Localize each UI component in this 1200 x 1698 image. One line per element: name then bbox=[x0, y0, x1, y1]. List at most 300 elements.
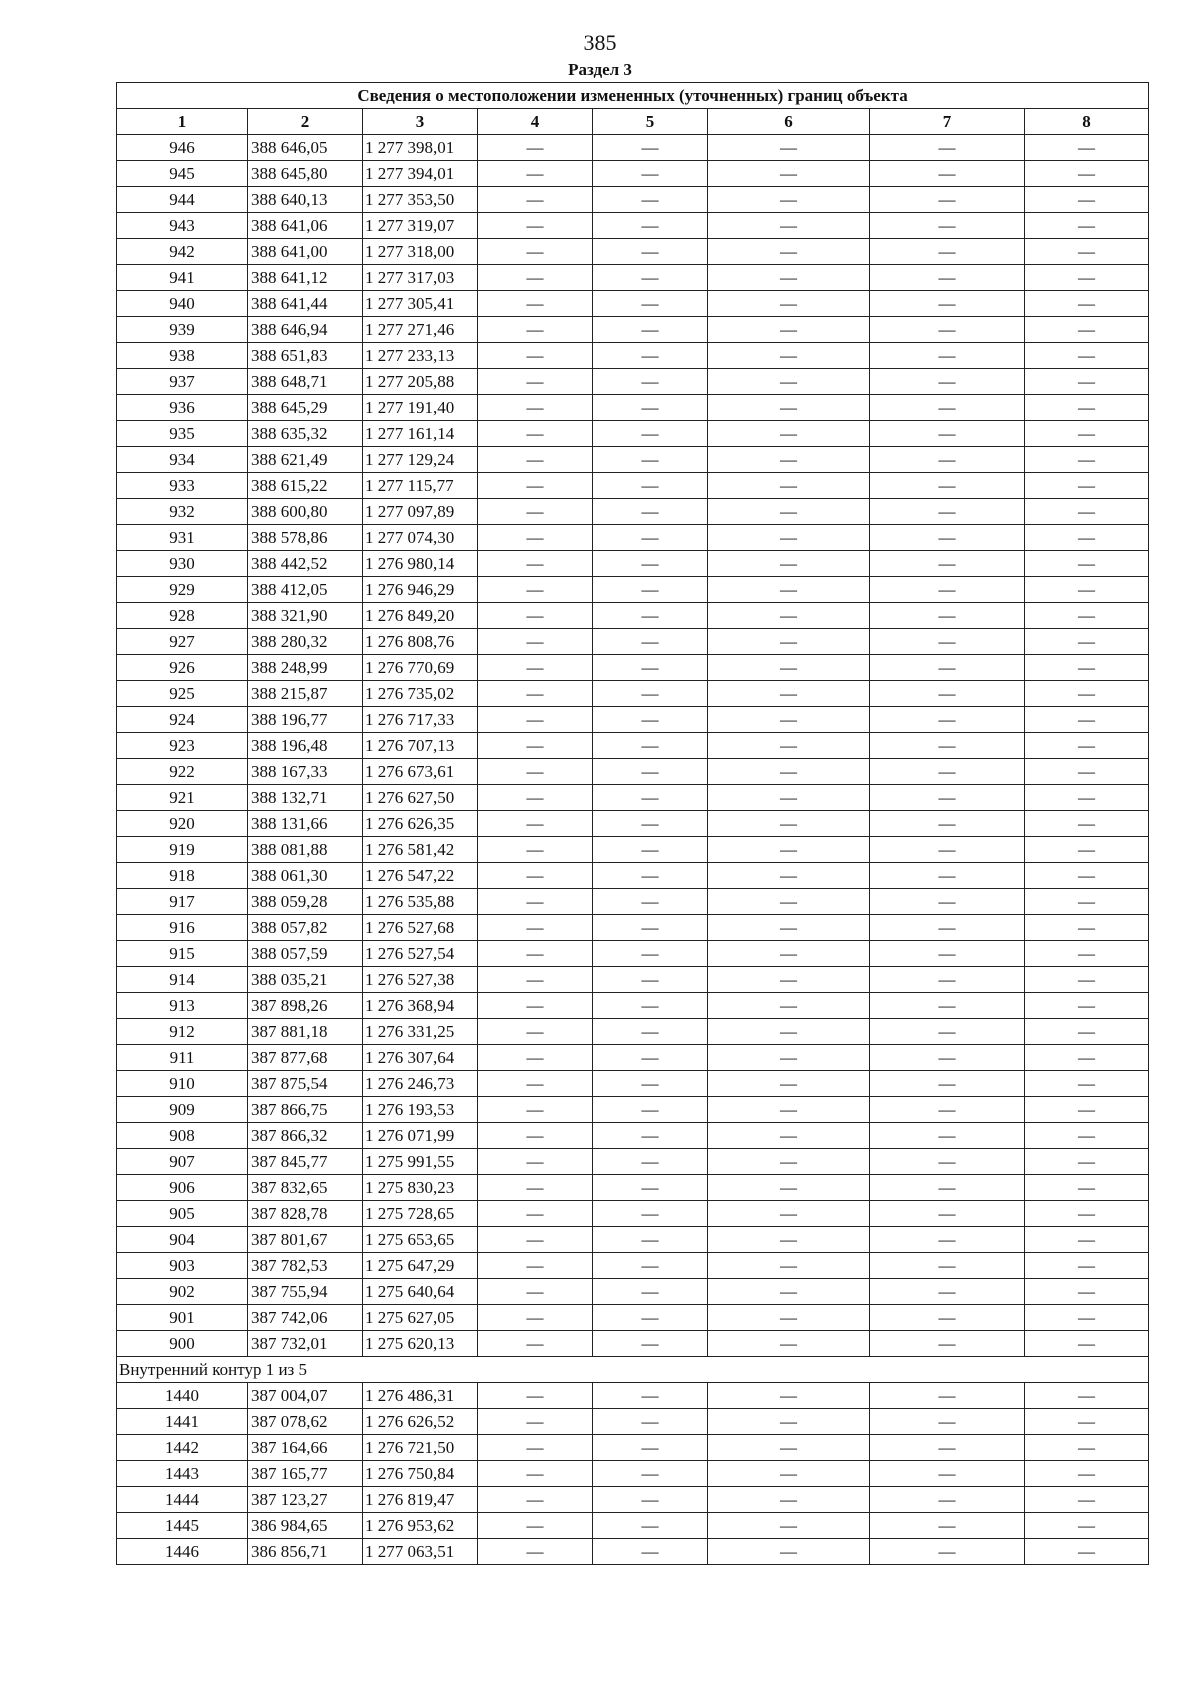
table-row bbox=[117, 1409, 1149, 1435]
y-coordinate-cell: 1 277 063,51 bbox=[363, 1539, 478, 1565]
empty-value-dash: — bbox=[870, 161, 1025, 187]
empty-value-dash: — bbox=[478, 889, 593, 915]
table-row bbox=[117, 915, 1149, 941]
empty-value-dash: — bbox=[708, 1123, 870, 1149]
table-row bbox=[117, 187, 1149, 213]
empty-value-dash: — bbox=[870, 915, 1025, 941]
point-number-cell: 921 bbox=[117, 785, 248, 811]
empty-value-dash: — bbox=[708, 889, 870, 915]
empty-value-dash: — bbox=[708, 1305, 870, 1331]
empty-value-dash: — bbox=[708, 1019, 870, 1045]
empty-value-dash: — bbox=[708, 551, 870, 577]
empty-value-dash: — bbox=[708, 447, 870, 473]
point-number-cell: 901 bbox=[117, 1305, 248, 1331]
y-coordinate-cell: 1 277 205,88 bbox=[363, 369, 478, 395]
x-coordinate-cell: 387 898,26 bbox=[248, 993, 363, 1019]
empty-value-dash: — bbox=[593, 447, 708, 473]
table-row bbox=[117, 941, 1149, 967]
point-number-cell: 942 bbox=[117, 239, 248, 265]
empty-value-dash: — bbox=[593, 1097, 708, 1123]
empty-value-dash: — bbox=[478, 629, 593, 655]
empty-value-dash: — bbox=[708, 265, 870, 291]
empty-value-dash: — bbox=[708, 161, 870, 187]
empty-value-dash: — bbox=[1025, 941, 1149, 967]
empty-value-dash: — bbox=[478, 499, 593, 525]
point-number-cell: 927 bbox=[117, 629, 248, 655]
point-number-cell: 923 bbox=[117, 733, 248, 759]
empty-value-dash: — bbox=[870, 239, 1025, 265]
empty-value-dash: — bbox=[478, 473, 593, 499]
empty-value-dash: — bbox=[1025, 317, 1149, 343]
table-row bbox=[117, 629, 1149, 655]
empty-value-dash: — bbox=[1025, 1019, 1149, 1045]
table-row bbox=[117, 1487, 1149, 1513]
empty-value-dash: — bbox=[1025, 291, 1149, 317]
empty-value-dash: — bbox=[708, 239, 870, 265]
empty-value-dash: — bbox=[478, 1227, 593, 1253]
table-row bbox=[117, 135, 1149, 161]
empty-value-dash: — bbox=[1025, 993, 1149, 1019]
empty-value-dash: — bbox=[593, 1227, 708, 1253]
empty-value-dash: — bbox=[708, 1045, 870, 1071]
table-row bbox=[117, 785, 1149, 811]
empty-value-dash: — bbox=[478, 421, 593, 447]
empty-value-dash: — bbox=[1025, 1383, 1149, 1409]
table-row bbox=[117, 1305, 1149, 1331]
y-coordinate-cell: 1 276 527,54 bbox=[363, 941, 478, 967]
empty-value-dash: — bbox=[593, 291, 708, 317]
table-row bbox=[117, 1435, 1149, 1461]
empty-value-dash: — bbox=[478, 1201, 593, 1227]
table-row bbox=[117, 811, 1149, 837]
empty-value-dash: — bbox=[593, 135, 708, 161]
empty-value-dash: — bbox=[870, 265, 1025, 291]
empty-value-dash: — bbox=[870, 1201, 1025, 1227]
y-coordinate-cell: 1 277 074,30 bbox=[363, 525, 478, 551]
empty-value-dash: — bbox=[593, 1201, 708, 1227]
empty-value-dash: — bbox=[708, 577, 870, 603]
y-coordinate-cell: 1 277 394,01 bbox=[363, 161, 478, 187]
empty-value-dash: — bbox=[870, 1253, 1025, 1279]
x-coordinate-cell: 388 061,30 bbox=[248, 863, 363, 889]
table-caption: Сведения о местоположении измененных (уточненных) границ объекта bbox=[117, 83, 1149, 109]
empty-value-dash: — bbox=[870, 655, 1025, 681]
empty-value-dash: — bbox=[478, 1539, 593, 1565]
empty-value-dash: — bbox=[478, 1305, 593, 1331]
x-coordinate-cell: 387 877,68 bbox=[248, 1045, 363, 1071]
empty-value-dash: — bbox=[1025, 1409, 1149, 1435]
empty-value-dash: — bbox=[708, 967, 870, 993]
empty-value-dash: — bbox=[1025, 629, 1149, 655]
x-coordinate-cell: 387 832,65 bbox=[248, 1175, 363, 1201]
x-coordinate-cell: 388 645,29 bbox=[248, 395, 363, 421]
x-coordinate-cell: 388 081,88 bbox=[248, 837, 363, 863]
empty-value-dash: — bbox=[1025, 811, 1149, 837]
empty-value-dash: — bbox=[708, 1149, 870, 1175]
column-header: 5 bbox=[593, 109, 708, 135]
empty-value-dash: — bbox=[708, 1435, 870, 1461]
point-number-cell: 900 bbox=[117, 1331, 248, 1357]
empty-value-dash: — bbox=[593, 213, 708, 239]
empty-value-dash: — bbox=[593, 1253, 708, 1279]
empty-value-dash: — bbox=[593, 1175, 708, 1201]
empty-value-dash: — bbox=[478, 577, 593, 603]
point-number-cell: 925 bbox=[117, 681, 248, 707]
point-number-cell: 908 bbox=[117, 1123, 248, 1149]
y-coordinate-cell: 1 277 319,07 bbox=[363, 213, 478, 239]
table-row bbox=[117, 1097, 1149, 1123]
y-coordinate-cell: 1 276 331,25 bbox=[363, 1019, 478, 1045]
empty-value-dash: — bbox=[593, 343, 708, 369]
empty-value-dash: — bbox=[708, 1461, 870, 1487]
point-number-cell: 926 bbox=[117, 655, 248, 681]
empty-value-dash: — bbox=[593, 785, 708, 811]
empty-value-dash: — bbox=[870, 343, 1025, 369]
empty-value-dash: — bbox=[1025, 447, 1149, 473]
point-number-cell: 930 bbox=[117, 551, 248, 577]
empty-value-dash: — bbox=[708, 213, 870, 239]
empty-value-dash: — bbox=[870, 785, 1025, 811]
table-row bbox=[117, 1539, 1149, 1565]
table-row bbox=[117, 1461, 1149, 1487]
empty-value-dash: — bbox=[1025, 551, 1149, 577]
point-number-cell: 935 bbox=[117, 421, 248, 447]
empty-value-dash: — bbox=[870, 421, 1025, 447]
empty-value-dash: — bbox=[478, 525, 593, 551]
empty-value-dash: — bbox=[708, 1513, 870, 1539]
y-coordinate-cell: 1 277 305,41 bbox=[363, 291, 478, 317]
empty-value-dash: — bbox=[593, 759, 708, 785]
x-coordinate-cell: 388 057,82 bbox=[248, 915, 363, 941]
empty-value-dash: — bbox=[708, 1227, 870, 1253]
empty-value-dash: — bbox=[1025, 421, 1149, 447]
table-row bbox=[117, 343, 1149, 369]
empty-value-dash: — bbox=[708, 837, 870, 863]
empty-value-dash: — bbox=[708, 863, 870, 889]
x-coordinate-cell: 387 845,77 bbox=[248, 1149, 363, 1175]
y-coordinate-cell: 1 276 071,99 bbox=[363, 1123, 478, 1149]
table-row bbox=[117, 681, 1149, 707]
empty-value-dash: — bbox=[870, 681, 1025, 707]
empty-value-dash: — bbox=[1025, 603, 1149, 629]
table-row bbox=[117, 1071, 1149, 1097]
y-coordinate-cell: 1 276 307,64 bbox=[363, 1045, 478, 1071]
x-coordinate-cell: 388 057,59 bbox=[248, 941, 363, 967]
empty-value-dash: — bbox=[593, 915, 708, 941]
x-coordinate-cell: 388 196,77 bbox=[248, 707, 363, 733]
contour-label: Внутренний контур 1 из 5 bbox=[117, 1357, 1149, 1383]
empty-value-dash: — bbox=[593, 837, 708, 863]
empty-value-dash: — bbox=[593, 265, 708, 291]
empty-value-dash: — bbox=[593, 1045, 708, 1071]
point-number-cell: 919 bbox=[117, 837, 248, 863]
table-row bbox=[117, 1123, 1149, 1149]
y-coordinate-cell: 1 277 317,03 bbox=[363, 265, 478, 291]
empty-value-dash: — bbox=[708, 993, 870, 1019]
x-coordinate-cell: 387 123,27 bbox=[248, 1487, 363, 1513]
empty-value-dash: — bbox=[478, 1071, 593, 1097]
y-coordinate-cell: 1 276 626,35 bbox=[363, 811, 478, 837]
empty-value-dash: — bbox=[870, 135, 1025, 161]
empty-value-dash: — bbox=[870, 291, 1025, 317]
table-row bbox=[117, 993, 1149, 1019]
x-coordinate-cell: 387 732,01 bbox=[248, 1331, 363, 1357]
empty-value-dash: — bbox=[708, 473, 870, 499]
empty-value-dash: — bbox=[478, 187, 593, 213]
empty-value-dash: — bbox=[870, 317, 1025, 343]
empty-value-dash: — bbox=[870, 759, 1025, 785]
empty-value-dash: — bbox=[478, 733, 593, 759]
empty-value-dash: — bbox=[593, 1149, 708, 1175]
table-row bbox=[117, 577, 1149, 603]
point-number-cell: 912 bbox=[117, 1019, 248, 1045]
x-coordinate-cell: 388 248,99 bbox=[248, 655, 363, 681]
empty-value-dash: — bbox=[478, 551, 593, 577]
empty-value-dash: — bbox=[478, 707, 593, 733]
y-coordinate-cell: 1 276 750,84 bbox=[363, 1461, 478, 1487]
empty-value-dash: — bbox=[1025, 1123, 1149, 1149]
empty-value-dash: — bbox=[708, 603, 870, 629]
y-coordinate-cell: 1 277 115,77 bbox=[363, 473, 478, 499]
y-coordinate-cell: 1 276 626,52 bbox=[363, 1409, 478, 1435]
x-coordinate-cell: 388 600,80 bbox=[248, 499, 363, 525]
y-coordinate-cell: 1 276 717,33 bbox=[363, 707, 478, 733]
empty-value-dash: — bbox=[478, 785, 593, 811]
empty-value-dash: — bbox=[593, 421, 708, 447]
table-row bbox=[117, 707, 1149, 733]
table-row bbox=[117, 1019, 1149, 1045]
empty-value-dash: — bbox=[870, 1331, 1025, 1357]
empty-value-dash: — bbox=[478, 447, 593, 473]
y-coordinate-cell: 1 277 191,40 bbox=[363, 395, 478, 421]
empty-value-dash: — bbox=[593, 161, 708, 187]
empty-value-dash: — bbox=[593, 889, 708, 915]
empty-value-dash: — bbox=[1025, 239, 1149, 265]
point-number-cell: 905 bbox=[117, 1201, 248, 1227]
point-number-cell: 920 bbox=[117, 811, 248, 837]
x-coordinate-cell: 387 881,18 bbox=[248, 1019, 363, 1045]
point-number-cell: 913 bbox=[117, 993, 248, 1019]
x-coordinate-cell: 388 280,32 bbox=[248, 629, 363, 655]
empty-value-dash: — bbox=[870, 577, 1025, 603]
empty-value-dash: — bbox=[1025, 837, 1149, 863]
empty-value-dash: — bbox=[478, 1019, 593, 1045]
empty-value-dash: — bbox=[870, 837, 1025, 863]
y-coordinate-cell: 1 275 620,13 bbox=[363, 1331, 478, 1357]
table-row bbox=[117, 395, 1149, 421]
empty-value-dash: — bbox=[870, 1487, 1025, 1513]
table-row bbox=[117, 1513, 1149, 1539]
empty-value-dash: — bbox=[870, 1513, 1025, 1539]
table-row bbox=[117, 213, 1149, 239]
empty-value-dash: — bbox=[593, 239, 708, 265]
empty-value-dash: — bbox=[870, 889, 1025, 915]
point-number-cell: 1442 bbox=[117, 1435, 248, 1461]
x-coordinate-cell: 388 412,05 bbox=[248, 577, 363, 603]
empty-value-dash: — bbox=[870, 369, 1025, 395]
x-coordinate-cell: 387 165,77 bbox=[248, 1461, 363, 1487]
empty-value-dash: — bbox=[870, 1383, 1025, 1409]
y-coordinate-cell: 1 276 547,22 bbox=[363, 863, 478, 889]
table-row bbox=[117, 161, 1149, 187]
point-number-cell: 1440 bbox=[117, 1383, 248, 1409]
y-coordinate-cell: 1 276 246,73 bbox=[363, 1071, 478, 1097]
empty-value-dash: — bbox=[870, 499, 1025, 525]
empty-value-dash: — bbox=[478, 161, 593, 187]
y-coordinate-cell: 1 275 647,29 bbox=[363, 1253, 478, 1279]
x-coordinate-cell: 388 321,90 bbox=[248, 603, 363, 629]
point-number-cell: 907 bbox=[117, 1149, 248, 1175]
empty-value-dash: — bbox=[870, 1227, 1025, 1253]
empty-value-dash: — bbox=[870, 603, 1025, 629]
table-row bbox=[117, 1253, 1149, 1279]
empty-value-dash: — bbox=[870, 1305, 1025, 1331]
empty-value-dash: — bbox=[478, 291, 593, 317]
empty-value-dash: — bbox=[478, 1045, 593, 1071]
empty-value-dash: — bbox=[708, 525, 870, 551]
x-coordinate-cell: 388 059,28 bbox=[248, 889, 363, 915]
empty-value-dash: — bbox=[478, 239, 593, 265]
empty-value-dash: — bbox=[1025, 1539, 1149, 1565]
empty-value-dash: — bbox=[593, 1279, 708, 1305]
empty-value-dash: — bbox=[478, 1331, 593, 1357]
point-number-cell: 909 bbox=[117, 1097, 248, 1123]
empty-value-dash: — bbox=[708, 785, 870, 811]
x-coordinate-cell: 387 004,07 bbox=[248, 1383, 363, 1409]
y-coordinate-cell: 1 276 953,62 bbox=[363, 1513, 478, 1539]
y-coordinate-cell: 1 276 808,76 bbox=[363, 629, 478, 655]
x-coordinate-cell: 388 621,49 bbox=[248, 447, 363, 473]
empty-value-dash: — bbox=[1025, 1435, 1149, 1461]
x-coordinate-cell: 388 641,44 bbox=[248, 291, 363, 317]
empty-value-dash: — bbox=[1025, 1461, 1149, 1487]
empty-value-dash: — bbox=[870, 941, 1025, 967]
point-number-cell: 938 bbox=[117, 343, 248, 369]
table-row bbox=[117, 265, 1149, 291]
table-row bbox=[117, 1383, 1149, 1409]
empty-value-dash: — bbox=[478, 135, 593, 161]
point-number-cell: 933 bbox=[117, 473, 248, 499]
empty-value-dash: — bbox=[593, 603, 708, 629]
y-coordinate-cell: 1 276 819,47 bbox=[363, 1487, 478, 1513]
table-row bbox=[117, 1279, 1149, 1305]
empty-value-dash: — bbox=[708, 759, 870, 785]
empty-value-dash: — bbox=[1025, 499, 1149, 525]
empty-value-dash: — bbox=[870, 707, 1025, 733]
table-row bbox=[117, 369, 1149, 395]
x-coordinate-cell: 387 801,67 bbox=[248, 1227, 363, 1253]
x-coordinate-cell: 388 132,71 bbox=[248, 785, 363, 811]
empty-value-dash: — bbox=[593, 1019, 708, 1045]
x-coordinate-cell: 387 078,62 bbox=[248, 1409, 363, 1435]
table-row bbox=[117, 1201, 1149, 1227]
empty-value-dash: — bbox=[593, 629, 708, 655]
empty-value-dash: — bbox=[1025, 265, 1149, 291]
point-number-cell: 918 bbox=[117, 863, 248, 889]
point-number-cell: 929 bbox=[117, 577, 248, 603]
y-coordinate-cell: 1 275 627,05 bbox=[363, 1305, 478, 1331]
empty-value-dash: — bbox=[708, 187, 870, 213]
table-row bbox=[117, 603, 1149, 629]
empty-value-dash: — bbox=[593, 369, 708, 395]
table-row bbox=[117, 733, 1149, 759]
empty-value-dash: — bbox=[708, 1487, 870, 1513]
empty-value-dash: — bbox=[708, 317, 870, 343]
point-number-cell: 903 bbox=[117, 1253, 248, 1279]
empty-value-dash: — bbox=[478, 863, 593, 889]
empty-value-dash: — bbox=[1025, 343, 1149, 369]
point-number-cell: 1443 bbox=[117, 1461, 248, 1487]
y-coordinate-cell: 1 277 161,14 bbox=[363, 421, 478, 447]
x-coordinate-cell: 387 875,54 bbox=[248, 1071, 363, 1097]
x-coordinate-cell: 388 646,94 bbox=[248, 317, 363, 343]
empty-value-dash: — bbox=[1025, 655, 1149, 681]
page-number: 385 bbox=[583, 30, 617, 55]
empty-value-dash: — bbox=[478, 1513, 593, 1539]
x-coordinate-cell: 388 651,83 bbox=[248, 343, 363, 369]
outer-contour-rows bbox=[117, 135, 1149, 1357]
empty-value-dash: — bbox=[593, 1071, 708, 1097]
empty-value-dash: — bbox=[593, 1383, 708, 1409]
empty-value-dash: — bbox=[478, 759, 593, 785]
empty-value-dash: — bbox=[870, 1045, 1025, 1071]
y-coordinate-cell: 1 276 946,29 bbox=[363, 577, 478, 603]
table-row bbox=[117, 291, 1149, 317]
table-row bbox=[117, 551, 1149, 577]
empty-value-dash: — bbox=[708, 915, 870, 941]
point-number-cell: 924 bbox=[117, 707, 248, 733]
empty-value-dash: — bbox=[1025, 1253, 1149, 1279]
empty-value-dash: — bbox=[870, 1149, 1025, 1175]
x-coordinate-cell: 386 856,71 bbox=[248, 1539, 363, 1565]
empty-value-dash: — bbox=[478, 837, 593, 863]
empty-value-dash: — bbox=[593, 473, 708, 499]
empty-value-dash: — bbox=[1025, 1227, 1149, 1253]
empty-value-dash: — bbox=[870, 629, 1025, 655]
y-coordinate-cell: 1 276 849,20 bbox=[363, 603, 478, 629]
point-number-cell: 1446 bbox=[117, 1539, 248, 1565]
x-coordinate-cell: 388 641,00 bbox=[248, 239, 363, 265]
empty-value-dash: — bbox=[870, 551, 1025, 577]
table-row bbox=[117, 837, 1149, 863]
y-coordinate-cell: 1 276 486,31 bbox=[363, 1383, 478, 1409]
empty-value-dash: — bbox=[708, 343, 870, 369]
y-coordinate-cell: 1 275 991,55 bbox=[363, 1149, 478, 1175]
empty-value-dash: — bbox=[1025, 395, 1149, 421]
empty-value-dash: — bbox=[1025, 1279, 1149, 1305]
x-coordinate-cell: 387 164,66 bbox=[248, 1435, 363, 1461]
empty-value-dash: — bbox=[1025, 1331, 1149, 1357]
y-coordinate-cell: 1 276 368,94 bbox=[363, 993, 478, 1019]
y-coordinate-cell: 1 276 193,53 bbox=[363, 1097, 478, 1123]
table-row bbox=[117, 239, 1149, 265]
table-row bbox=[117, 889, 1149, 915]
empty-value-dash: — bbox=[708, 707, 870, 733]
empty-value-dash: — bbox=[708, 1279, 870, 1305]
point-number-cell: 941 bbox=[117, 265, 248, 291]
empty-value-dash: — bbox=[870, 213, 1025, 239]
column-header: 7 bbox=[870, 109, 1025, 135]
point-number-cell: 934 bbox=[117, 447, 248, 473]
empty-value-dash: — bbox=[593, 525, 708, 551]
point-number-cell: 928 bbox=[117, 603, 248, 629]
y-coordinate-cell: 1 276 673,61 bbox=[363, 759, 478, 785]
empty-value-dash: — bbox=[593, 1409, 708, 1435]
empty-value-dash: — bbox=[478, 1409, 593, 1435]
table-row bbox=[117, 1045, 1149, 1071]
x-coordinate-cell: 387 742,06 bbox=[248, 1305, 363, 1331]
empty-value-dash: — bbox=[870, 525, 1025, 551]
